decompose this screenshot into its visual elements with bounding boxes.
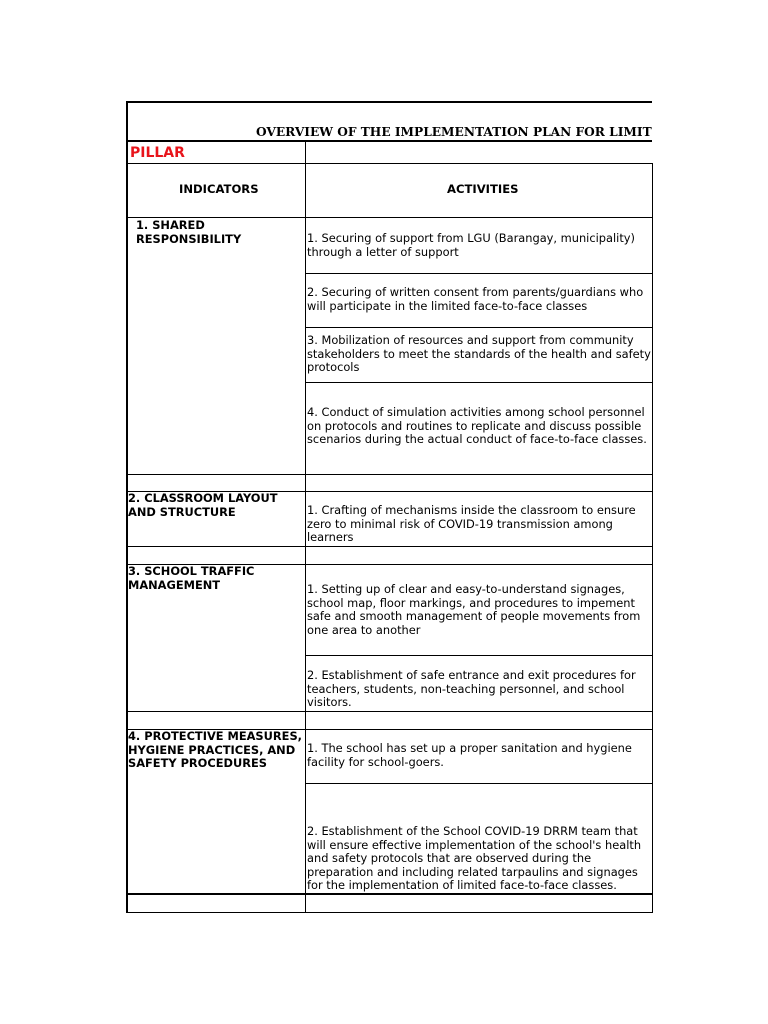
activity-cell: 1. The school has set up a proper sanitation and hygiene facility for school-goers.: [307, 741, 632, 769]
activity-cell: 2. Establishment of safe entrance and exit procedures for teachers, students, non-teaching personnel, and school visitors.: [307, 668, 636, 709]
indicator-shared-responsibility: 1. SHARED RESPONSIBILITY: [136, 218, 242, 246]
document-title: OVERVIEW OF THE IMPLEMENTATION PLAN FOR LIMIT: [256, 125, 652, 139]
grid-line: [305, 327, 652, 328]
activity-cell: 4. Conduct of simulation activities among school personnel on protocols and routines to replicate and discuss possible scenarios during the actual conduct of face-to-face classes.: [307, 405, 647, 446]
grid-line: [126, 474, 652, 475]
activity-cell: 2. Establishment of the School COVID-19 DRRM team that will ensure effective implementation of the school's health and safety protocols that are observed during the preparation and including related tarpaulins and signages for the implementation of limited face-to-face classes.: [307, 824, 642, 892]
grid-line: [305, 382, 652, 383]
grid-line-pillar-bottom: [126, 163, 652, 164]
indicator-school-traffic: 3. SCHOOL TRAFFIC MANAGEMENT: [128, 564, 255, 592]
grid-line-top: [126, 101, 652, 103]
grid-line: [305, 783, 652, 784]
indicators-header: INDICATORS: [179, 182, 259, 196]
grid-line: [126, 893, 652, 895]
activities-header: ACTIVITIES: [447, 182, 519, 196]
grid-line: [305, 655, 652, 656]
activity-cell: 3. Mobilization of resources and support from community stakeholders to meet the standards of the health and safety protocols: [307, 333, 651, 374]
indicator-classroom-layout: 2. CLASSROOM LAYOUT AND STRUCTURE: [128, 491, 278, 519]
grid-line: [126, 546, 652, 547]
grid-line-bottom: [126, 912, 652, 913]
indicator-protective-measures: 4. PROTECTIVE MEASURES, HYGIENE PRACTICES, AND SAFETY PROCEDURES: [128, 729, 302, 770]
activity-cell: 1. Crafting of mechanisms inside the classroom to ensure zero to minimal risk of COVID-19 transmission among learners: [307, 503, 636, 544]
grid-line-title-bottom: [126, 140, 652, 142]
grid-line-column-divider: [305, 141, 306, 913]
grid-line: [305, 273, 652, 274]
grid-line-header-bottom: [126, 217, 652, 218]
activity-cell: 1. Securing of support from LGU (Barangay, municipality) through a letter of support: [307, 231, 635, 259]
activity-cell: 2. Securing of written consent from parents/guardians who will participate in the limited face-to-face classes: [307, 285, 644, 313]
activity-cell: 1. Setting up of clear and easy-to-understand signages, school map, floor markings, and procedures to impement safe and smooth management of people movements from one area to another: [307, 582, 641, 637]
grid-line: [126, 711, 652, 712]
pillar-label: PILLAR: [130, 145, 185, 161]
